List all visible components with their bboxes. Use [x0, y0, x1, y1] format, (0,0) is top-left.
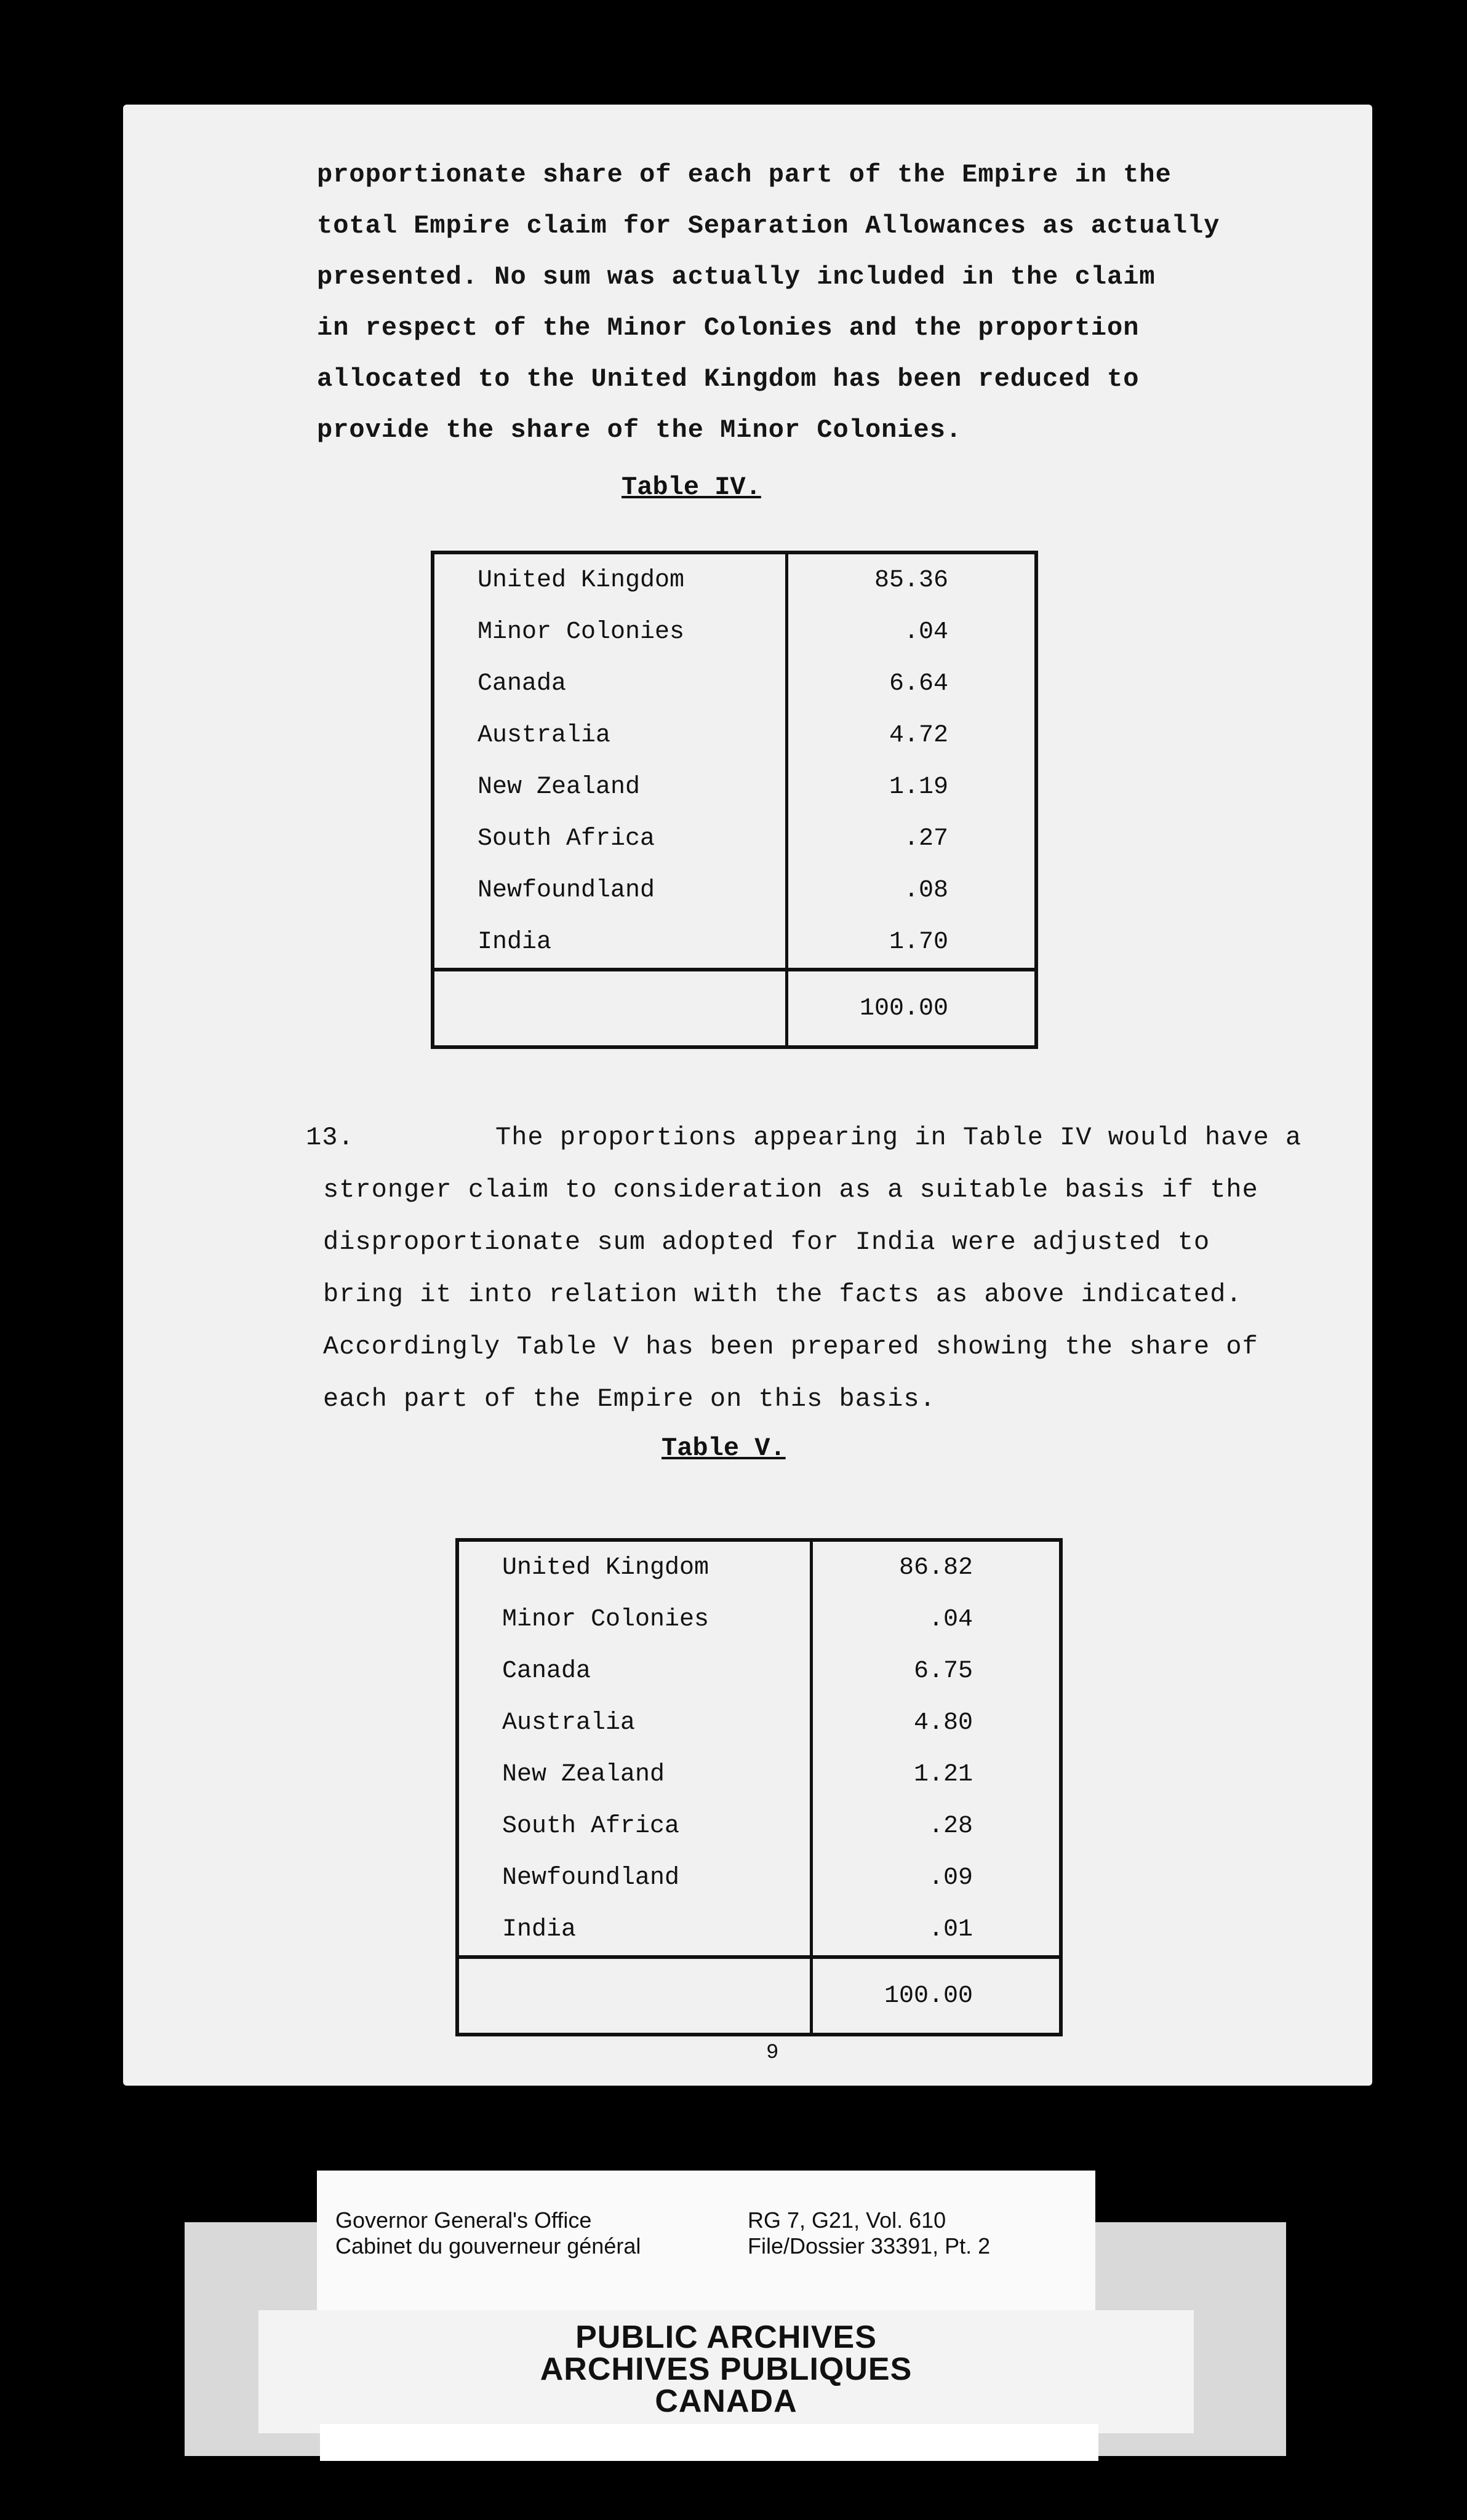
table-row: Australia 4.72: [433, 709, 1036, 761]
stamp-line-3: CANADA: [655, 2383, 797, 2419]
archive-file: File/Dossier 33391, Pt. 2: [748, 2233, 991, 2259]
table-row: Newfoundland .08: [433, 864, 1036, 916]
table-5: [455, 1538, 1063, 2036]
page-number: 9: [766, 2041, 779, 2065]
stamp-line-2: ARCHIVES PUBLIQUES: [540, 2351, 913, 2387]
paragraph-13-line-2: stronger claim to consideration as a suitable basis if the: [323, 1175, 1258, 1205]
paragraph-13-line-6: each part of the Empire on this basis.: [323, 1384, 936, 1414]
office-en: Governor General's Office: [335, 2207, 592, 2233]
archive-label: [317, 2171, 1095, 2331]
table-row: South Africa .28: [457, 1800, 1061, 1852]
table-row: India .01: [457, 1904, 1061, 1957]
table-row: New Zealand 1.21: [457, 1748, 1061, 1800]
paragraph-13-line-3: disproportionate sum adopted for India were adjusted to: [323, 1227, 1210, 1257]
table-row: United Kingdom 86.82: [457, 1540, 1061, 1593]
table-row: Canada 6.64: [433, 658, 1036, 709]
intro-line-4: in respect of the Minor Colonies and the proportion: [317, 313, 1140, 343]
table-row: Canada 6.75: [457, 1645, 1061, 1697]
table-row: Australia 4.80: [457, 1697, 1061, 1748]
archives-stamp: [258, 2310, 1194, 2433]
table-row: India 1.70: [433, 916, 1036, 970]
table-row: United Kingdom 85.36: [433, 552, 1036, 606]
table-5-total: 100.00: [812, 1957, 1061, 2035]
table-total-row: [433, 970, 1036, 1047]
intro-line-5: allocated to the United Kingdom has been reduced to: [317, 364, 1140, 394]
intro-line-2: total Empire claim for Separation Allowances as actually: [317, 211, 1220, 241]
table-total-row: [457, 1957, 1061, 2035]
table-row: Newfoundland .09: [457, 1852, 1061, 1904]
office-fr: Cabinet du gouverneur général: [335, 2233, 641, 2259]
paragraph-13-line-5: Accordingly Table V has been prepared showing the share of: [323, 1332, 1258, 1362]
table-row: Minor Colonies .04: [457, 1593, 1061, 1645]
archive-reference: RG 7, G21, Vol. 610: [748, 2207, 946, 2233]
label-bottom-edge: [320, 2424, 1098, 2461]
paragraph-13-number: 13.: [306, 1123, 354, 1152]
paragraph-13-line-4: bring it into relation with the facts as above indicated.: [323, 1280, 1242, 1309]
table-4-total: 100.00: [787, 970, 1037, 1047]
table-row: Minor Colonies .04: [433, 606, 1036, 658]
table-row: New Zealand 1.19: [433, 761, 1036, 813]
table-5-title: Table V.: [662, 1433, 786, 1463]
table-4-title: Table IV.: [622, 472, 761, 502]
intro-line-1: proportionate share of each part of the Empire in the: [317, 160, 1172, 189]
table-row: South Africa .27: [433, 813, 1036, 864]
table-4: [431, 551, 1038, 1049]
intro-line-6: provide the share of the Minor Colonies.: [317, 415, 962, 445]
paragraph-13-line-1: The proportions appearing in Table IV would have a: [495, 1123, 1302, 1152]
stamp-line-1: PUBLIC ARCHIVES: [575, 2319, 877, 2355]
intro-line-3: presented. No sum was actually included in the claim: [317, 262, 1156, 292]
